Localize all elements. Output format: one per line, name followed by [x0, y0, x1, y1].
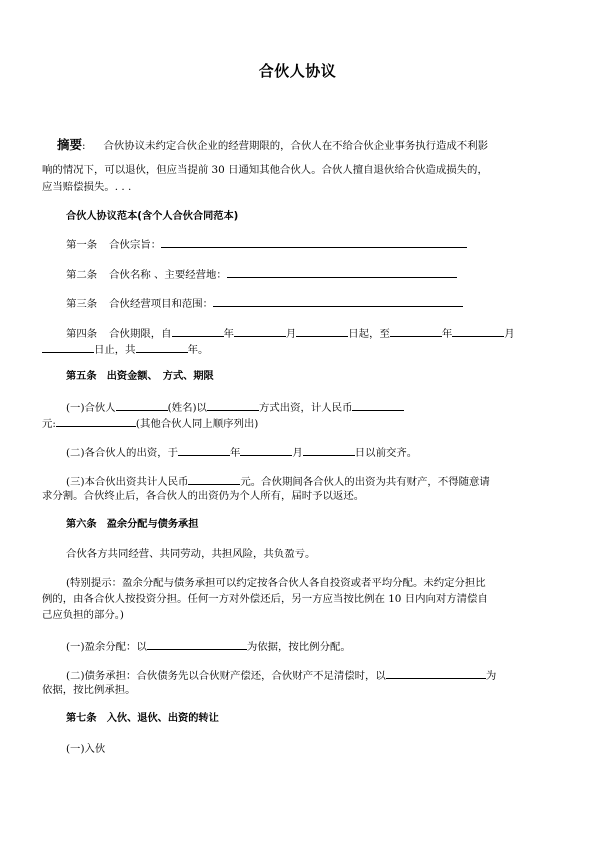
payment-day-blank[interactable]	[303, 444, 355, 456]
article-4-month-2: 月	[504, 328, 515, 340]
article-5-para-3	[66, 473, 490, 489]
template-heading: 合伙人协议范本(含个人合伙合同范本)	[66, 211, 239, 222]
article-7-para-1: (一)入伙	[66, 743, 106, 755]
article-4-start-day-blank[interactable]	[296, 325, 348, 337]
contribution-method-blank[interactable]	[207, 399, 259, 411]
article-6-note-line-1: (特别提示：盈余分配与债务承担可以约定按各合伙人各自投资或者平均分配。未约定分担比	[66, 577, 486, 589]
payment-year-blank[interactable]	[178, 444, 230, 456]
article-5-p3-text-2: 元。合伙期间各合伙人的出资为共有财产，不得随意请	[240, 476, 490, 488]
article-5-para-1	[66, 399, 404, 415]
article-5-amount-text: 方式出资，计人民币	[258, 402, 353, 414]
article-5-partner-text: (一)合伙人	[66, 402, 116, 414]
abstract-text-1: 合伙协议未约定合伙企业的经营期限的，合伙人在不给合伙企业事务执行造成不利影	[103, 140, 488, 152]
article-5-p2-end: 日以前交齐。	[354, 447, 418, 459]
article-5-para-3-line-2: 求分割。合伙终止后，各合伙人的出资仍为个人所有，届时予以返还。	[42, 490, 365, 502]
article-1	[66, 236, 467, 252]
article-4-text-total: 日止，共	[94, 344, 136, 356]
article-5-yuan-text: 元:	[42, 418, 56, 430]
article-4-text-from: 合伙期限，自	[109, 328, 172, 340]
article-6-para-4-line-2: 依据，按比例承担。	[42, 684, 136, 696]
article-1-blank[interactable]	[161, 236, 467, 248]
debt-bearing-text-2: 为	[485, 670, 497, 682]
article-3-number: 第三条	[66, 298, 98, 310]
abstract-text-2: 响的情况下，可以退伙，但应当提前 30 日通知其他合伙人。合伙人擅自退伙给合伙造成损失的，	[42, 164, 488, 176]
article-6-heading: 第六条 盈余分配与债务承担	[66, 519, 199, 530]
abstract-colon: :	[82, 140, 86, 152]
payment-month-blank[interactable]	[240, 444, 292, 456]
contribution-amount-blank[interactable]	[352, 399, 404, 411]
page-title: 合伙人协议	[258, 62, 337, 80]
profit-distribution-text-2: 为依据，按比例分配。	[246, 641, 351, 653]
article-5-name-text: (姓名)以	[167, 402, 207, 414]
total-capital-blank[interactable]	[188, 473, 240, 485]
article-5-p2-year: 年	[230, 447, 241, 459]
article-5-p3-text: (三)本合伙出资共计人民币	[66, 476, 189, 488]
contribution-amount-words-blank[interactable]	[56, 415, 136, 427]
abstract-text-3: 应当赔偿损失。. . .	[42, 181, 132, 193]
article-1-number: 第一条	[66, 239, 98, 251]
article-5-para-2	[66, 444, 417, 460]
profit-basis-blank[interactable]	[147, 638, 247, 650]
article-5-para-1-line-2	[42, 415, 258, 431]
abstract-label: 摘要	[57, 137, 83, 152]
article-5-p2-month: 月	[292, 447, 303, 459]
article-4-month-1: 月	[285, 328, 297, 340]
article-3-blank[interactable]	[213, 295, 463, 307]
article-5-p2-text: (二)各合伙人的出资，于	[66, 447, 179, 459]
article-4-number: 第四条	[66, 328, 98, 340]
article-5-note: (其他合伙人同上顺序列出)	[135, 418, 259, 430]
article-2-blank[interactable]	[227, 266, 457, 278]
article-6-para-4	[66, 667, 496, 683]
article-4-year-2: 年	[441, 328, 453, 340]
article-6-para-1: 合伙各方共同经营、共同劳动，共担风险，共负盈亏。	[66, 548, 316, 560]
article-4-end-day-blank[interactable]	[42, 341, 94, 353]
profit-distribution-text: (一)盈余分配：以	[66, 641, 147, 653]
article-4-year-1: 年	[223, 328, 234, 340]
article-4-end-year-blank[interactable]	[390, 325, 442, 337]
article-4-line-1	[66, 325, 515, 341]
article-4-text-to: 日起，至	[348, 328, 390, 340]
article-2-number: 第二条	[66, 269, 98, 281]
abstract-line-1	[57, 138, 488, 153]
article-6-para-3	[66, 638, 351, 654]
debt-basis-blank[interactable]	[386, 667, 486, 679]
article-3	[66, 295, 463, 311]
article-6-note-line-3: 己应负担的部分。)	[42, 609, 124, 621]
article-4-year-3: 年。	[187, 344, 209, 356]
article-1-label: 合伙宗旨：	[109, 239, 162, 251]
partner-name-blank[interactable]	[116, 399, 168, 411]
article-2	[66, 266, 457, 282]
article-3-label: 合伙经营项目和范围：	[109, 298, 214, 310]
article-6-note-line-2: 例的，由各合伙人按投资分担。任何一方对外偿还后，另一方应当按比例在 10 日内向对方清偿自	[42, 593, 488, 605]
article-4-start-year-blank[interactable]	[172, 325, 224, 337]
article-4-years-blank[interactable]	[136, 341, 188, 353]
article-4-end-month-blank[interactable]	[452, 325, 504, 337]
article-5-heading: 第五条 出资金额、 方式、期限	[66, 371, 214, 382]
debt-bearing-text: (二)债务承担：合伙债务先以合伙财产偿还，合伙财产不足清偿时，以	[66, 670, 386, 682]
article-2-label: 合伙名称 、主要经营地：	[109, 269, 227, 281]
article-4-line-2	[42, 341, 208, 357]
article-7-heading: 第七条 入伙、退伙、出资的转让	[66, 713, 219, 724]
article-4-start-month-blank[interactable]	[234, 325, 286, 337]
